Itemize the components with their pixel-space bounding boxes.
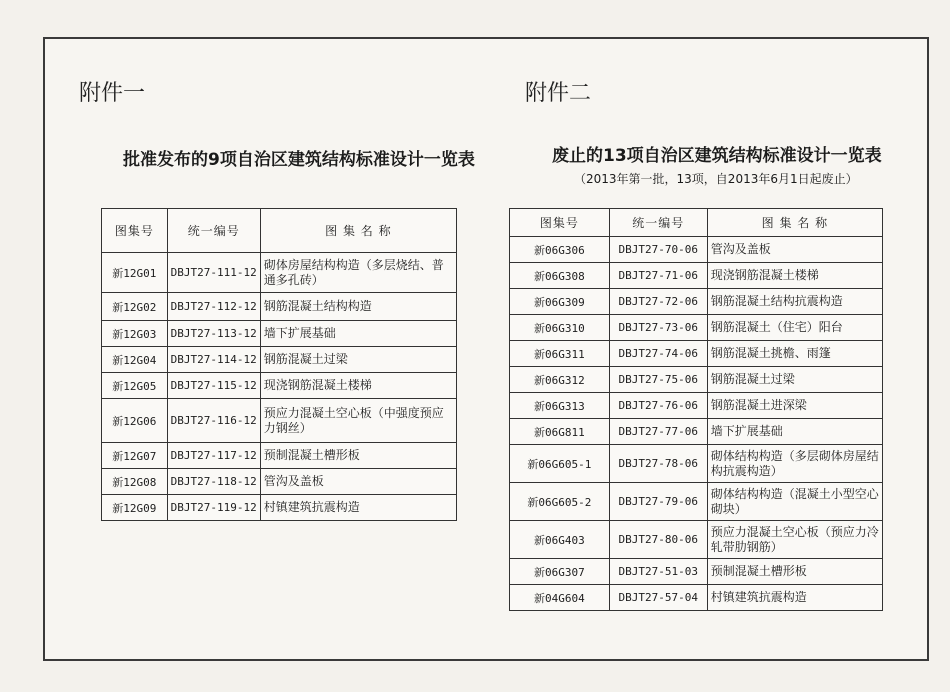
cell-code: 新06G307 [510,559,610,585]
cell-num: DBJT27-115-12 [167,373,260,399]
table-row [510,263,883,289]
header-num: 统一编号 [167,209,260,253]
table-row [102,495,457,521]
cell-name: 钢筋混凝土过梁 [707,367,882,393]
cell-code: 新06G308 [510,263,610,289]
cell-name: 管沟及盖板 [707,237,882,263]
cell-num: DBJT27-118-12 [167,469,260,495]
table-row [510,315,883,341]
header-name: 图 集 名 称 [260,209,456,253]
cell-name: 钢筋混凝土（住宅）阳台 [707,315,882,341]
cell-name: 砌体结构构造（多层砌体房屋结构抗震构造） [707,445,882,483]
cell-name: 砌体结构构造（混凝土小型空心砌块） [707,483,882,521]
cell-code: 新06G310 [510,315,610,341]
cell-code: 新06G605-2 [510,483,610,521]
cell-num: DBJT27-114-12 [167,347,260,373]
cell-num: DBJT27-75-06 [609,367,707,393]
table-row [510,341,883,367]
cell-num: DBJT27-112-12 [167,293,260,321]
cell-code: 新06G311 [510,341,610,367]
cell-num: DBJT27-119-12 [167,495,260,521]
cell-code: 新06G312 [510,367,610,393]
table-row [102,399,457,443]
table-row [510,483,883,521]
table-row [102,321,457,347]
cell-name: 预制混凝土槽形板 [707,559,882,585]
table-row [510,289,883,315]
cell-name: 钢筋混凝土进深梁 [707,393,882,419]
cell-code: 新12G07 [102,443,168,469]
cell-num: DBJT27-79-06 [609,483,707,521]
cell-num: DBJT27-73-06 [609,315,707,341]
table-row [102,373,457,399]
cell-name: 预制混凝土槽形板 [260,443,456,469]
table-header-row [510,209,883,237]
table-row [102,469,457,495]
header-name: 图 集 名 称 [707,209,882,237]
cell-num: DBJT27-77-06 [609,419,707,445]
cell-num: DBJT27-72-06 [609,289,707,315]
cell-num: DBJT27-113-12 [167,321,260,347]
table-row [510,521,883,559]
cell-name: 预应力混凝土空心板（中强度预应力钢丝） [260,399,456,443]
cell-name: 现浇钢筋混凝土楼梯 [707,263,882,289]
cell-code: 新12G02 [102,293,168,321]
cell-num: DBJT27-80-06 [609,521,707,559]
cell-code: 新12G09 [102,495,168,521]
cell-num: DBJT27-116-12 [167,399,260,443]
cell-name: 现浇钢筋混凝土楼梯 [260,373,456,399]
cell-num: DBJT27-78-06 [609,445,707,483]
cell-code: 新06G811 [510,419,610,445]
cell-code: 新06G309 [510,289,610,315]
cell-num: DBJT27-57-04 [609,585,707,611]
table-row [102,293,457,321]
cell-num: DBJT27-117-12 [167,443,260,469]
cell-name: 墙下扩展基础 [707,419,882,445]
cell-code: 新06G313 [510,393,610,419]
table-row [510,419,883,445]
cell-code: 新06G403 [510,521,610,559]
cell-code: 新12G06 [102,399,168,443]
cell-code: 新12G08 [102,469,168,495]
header-code: 图集号 [510,209,610,237]
cell-num: DBJT27-51-03 [609,559,707,585]
annex-1-title: 批准发布的9项自治区建筑结构标准设计一览表 [123,150,475,170]
header-code: 图集号 [102,209,168,253]
annex-2-table [509,208,883,611]
cell-name: 预应力混凝土空心板（预应力冷轧带肋钢筋） [707,521,882,559]
cell-name: 墙下扩展基础 [260,321,456,347]
cell-code: 新12G04 [102,347,168,373]
table-row [510,585,883,611]
cell-name: 钢筋混凝土结构构造 [260,293,456,321]
cell-name: 管沟及盖板 [260,469,456,495]
header-num: 统一编号 [609,209,707,237]
table-row [102,443,457,469]
cell-code: 新06G605-1 [510,445,610,483]
cell-name: 钢筋混凝土过梁 [260,347,456,373]
cell-name: 村镇建筑抗震构造 [260,495,456,521]
table-row [510,393,883,419]
cell-num: DBJT27-111-12 [167,253,260,293]
cell-name: 砌体房屋结构构造（多层烧结、普通多孔砖） [260,253,456,293]
table-header-row [102,209,457,253]
table-row [102,253,457,293]
annex-1-label: 附件一 [79,81,146,106]
cell-code: 新12G05 [102,373,168,399]
cell-name: 村镇建筑抗震构造 [707,585,882,611]
table-row [510,367,883,393]
table-row [510,559,883,585]
cell-num: DBJT27-71-06 [609,263,707,289]
cell-code: 新12G01 [102,253,168,293]
cell-num: DBJT27-74-06 [609,341,707,367]
annex-2-subtitle: （2013年第一批，13项，自2013年6月1日起废止） [574,172,858,186]
cell-name: 钢筋混凝土结构抗震构造 [707,289,882,315]
annex-1-table [101,208,457,521]
table-row [510,445,883,483]
cell-num: DBJT27-76-06 [609,393,707,419]
cell-name: 钢筋混凝土挑檐、雨篷 [707,341,882,367]
annex-2-label: 附件二 [525,81,592,106]
table-row [102,347,457,373]
cell-code: 新12G03 [102,321,168,347]
cell-num: DBJT27-70-06 [609,237,707,263]
cell-code: 新04G604 [510,585,610,611]
annex-2-title: 废止的13项自治区建筑结构标准设计一览表 [552,146,882,166]
cell-code: 新06G306 [510,237,610,263]
table-row [510,237,883,263]
